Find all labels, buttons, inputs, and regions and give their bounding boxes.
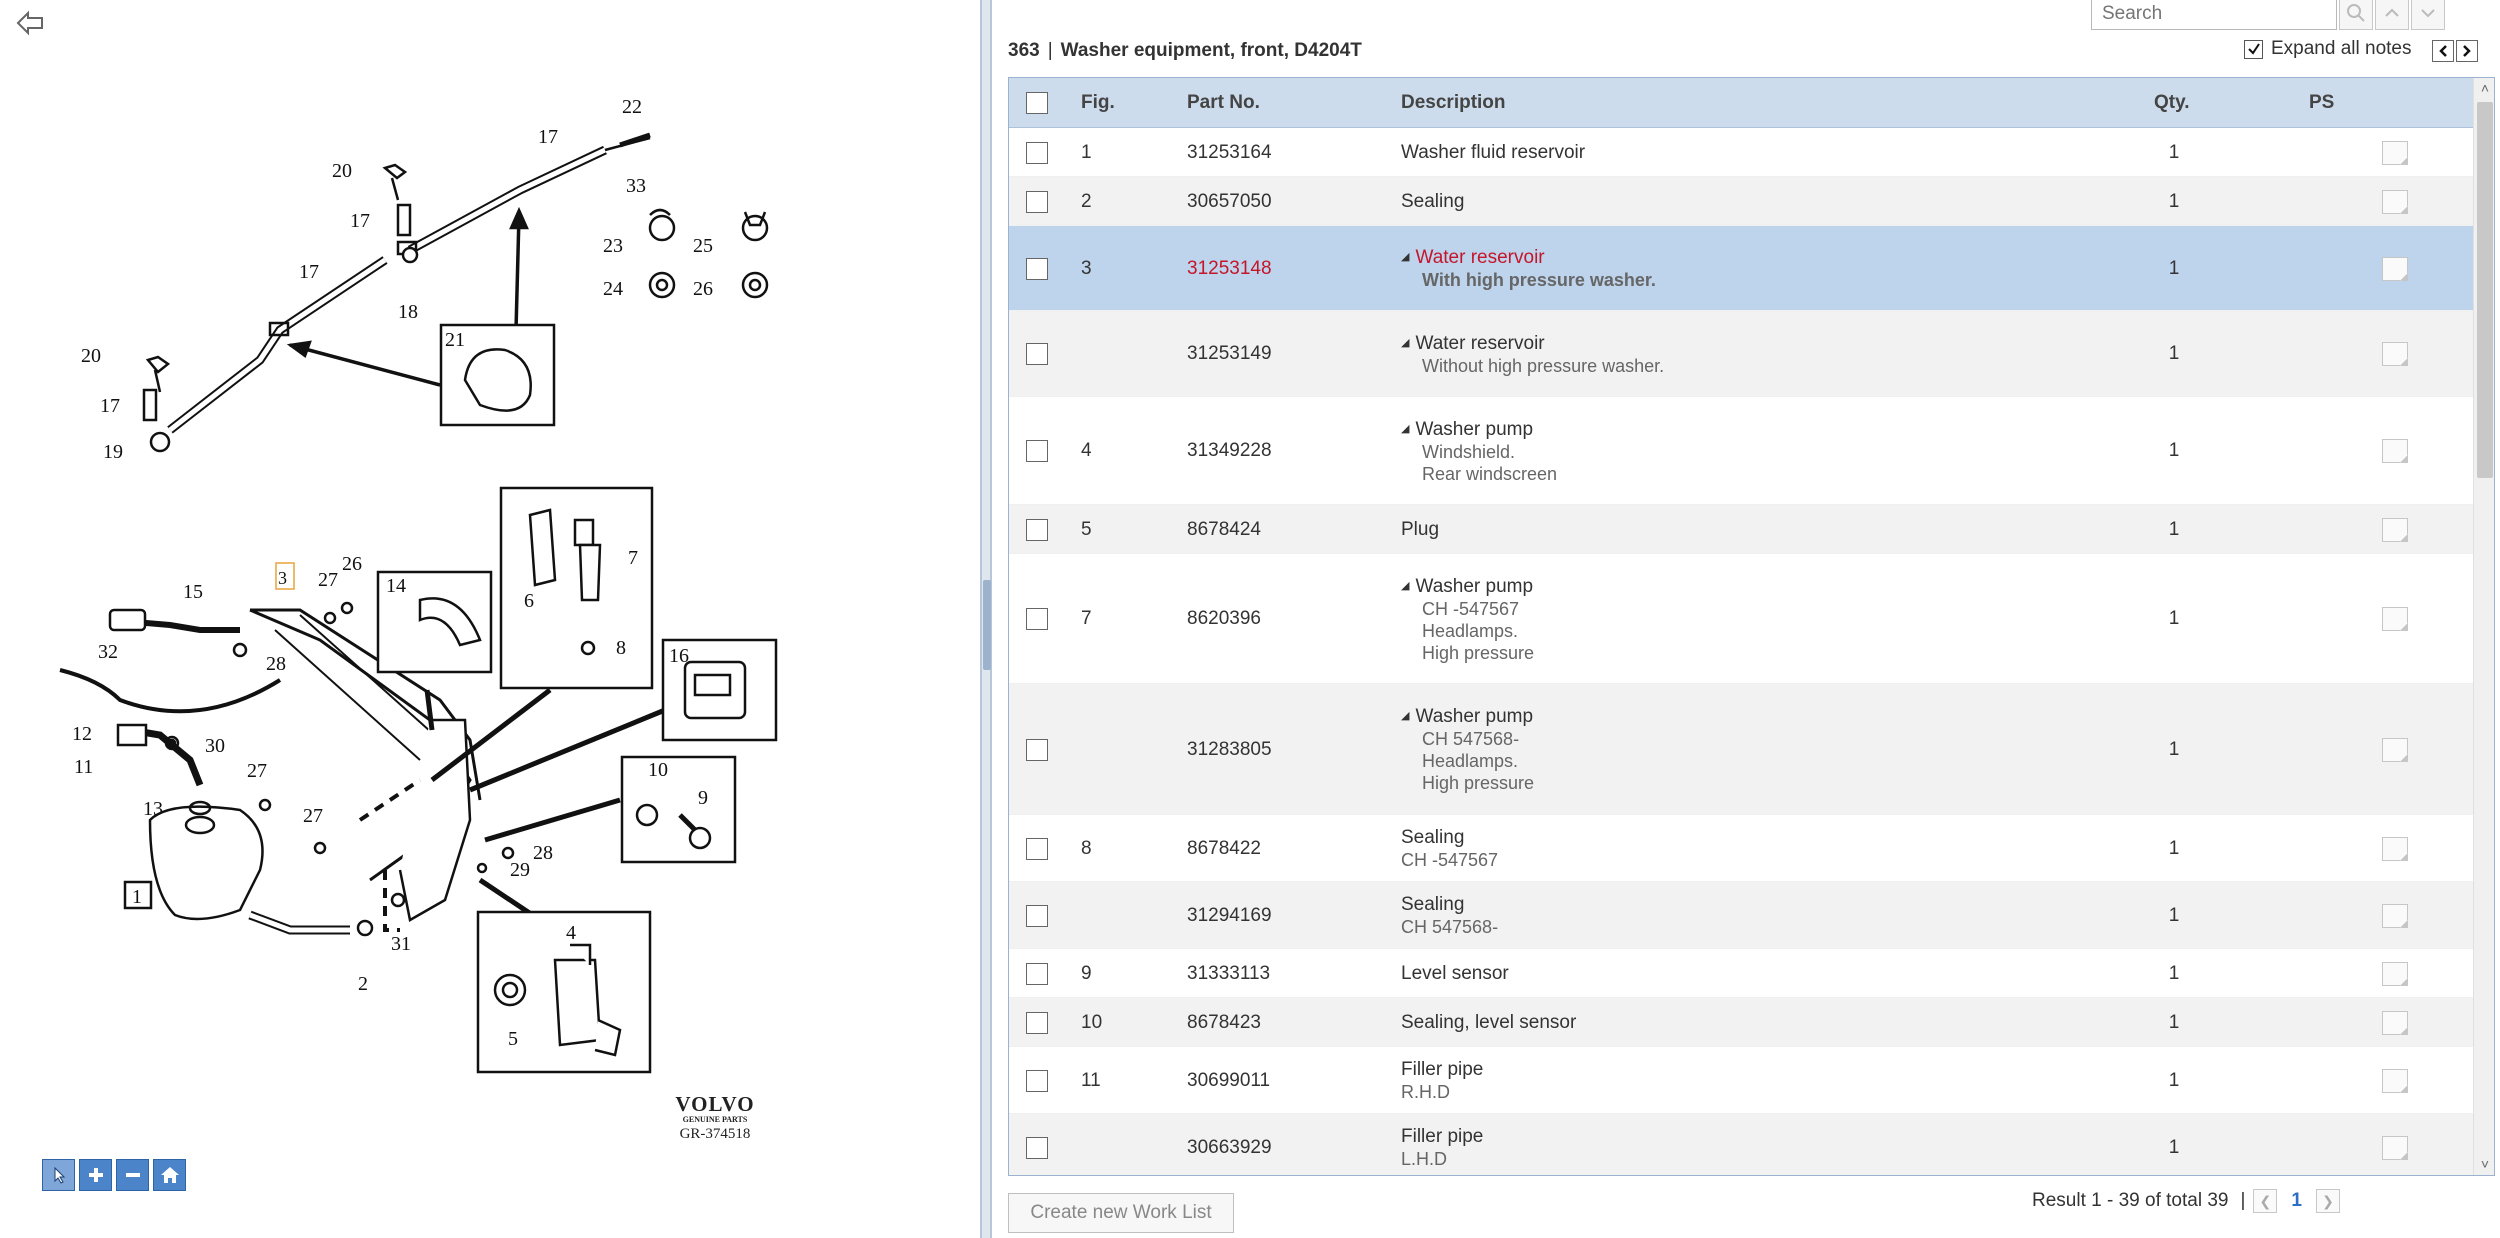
description-cell (1401, 332, 1664, 377)
callout-27[interactable]: 27 (303, 805, 323, 827)
quantity-cell: 1 (2168, 608, 2180, 629)
fig-cell: 9 (1081, 962, 1092, 984)
diagram-pane (0, 0, 980, 1238)
callout-17[interactable]: 17 (100, 395, 120, 417)
row-checkbox[interactable] (1026, 905, 1048, 927)
parts-exploded-diagram[interactable] (0, 0, 980, 1150)
search-input[interactable] (2102, 3, 2326, 25)
callout-27[interactable]: 27 (247, 760, 267, 782)
callout-7[interactable]: 7 (628, 547, 638, 569)
table-row[interactable] (1009, 311, 2473, 397)
column-header-description[interactable]: Description (1401, 92, 1506, 113)
callout-16[interactable]: 16 (669, 645, 689, 667)
quantity-cell: 1 (2168, 837, 2180, 859)
part-number-cell[interactable]: 8678424 (1187, 518, 1261, 540)
note-icon[interactable] (2382, 342, 2408, 366)
note-icon[interactable] (2382, 904, 2408, 928)
description-cell (1401, 962, 1509, 985)
splitter-handle[interactable] (983, 580, 991, 670)
description-text: Sealing (1401, 894, 1465, 915)
description-text: Sealing (1401, 827, 1465, 848)
fig-cell: 5 (1081, 518, 1092, 540)
quantity-cell: 1 (2168, 518, 2180, 540)
row-checkbox[interactable] (1026, 1012, 1048, 1034)
column-header-fig[interactable]: Fig. (1081, 92, 1115, 113)
description-cell (1401, 575, 1534, 664)
reset-view-button[interactable] (153, 1159, 186, 1191)
volvo-genuine-parts: GENUINE PARTS (682, 1115, 748, 1124)
description-note: High pressure (1422, 643, 1535, 663)
select-all-checkbox[interactable] (1026, 92, 1048, 114)
chevron-down-icon (2420, 7, 2436, 19)
quantity-cell: 1 (2168, 738, 2180, 760)
callout-1[interactable]: 1 (132, 886, 142, 908)
callout-23[interactable]: 23 (603, 235, 623, 257)
zoom-in-button[interactable] (79, 1159, 112, 1191)
quantity-cell: 1 (2168, 904, 2180, 926)
fig-cell: 4 (1081, 440, 1092, 461)
fig-cell: 11 (1081, 1069, 1101, 1091)
table-row[interactable] (1009, 128, 2473, 177)
parts-list-pane (992, 0, 2500, 1238)
fig-cell: 10 (1081, 1011, 1103, 1033)
row-checkbox[interactable] (1026, 343, 1048, 365)
pagination (2032, 1189, 2340, 1213)
column-header-part-no[interactable]: Part No. (1187, 92, 1260, 113)
scrollbar-thumb[interactable] (2477, 102, 2493, 478)
description-text: Filler pipe (1401, 1059, 1484, 1080)
callout-5[interactable]: 5 (508, 1028, 518, 1050)
callout-33[interactable]: 33 (626, 175, 646, 197)
next-match-button[interactable] (2411, 0, 2445, 30)
table-row[interactable] (1009, 177, 2473, 226)
callout-22[interactable]: 22 (622, 96, 642, 118)
description-text: Filler pipe (1401, 1126, 1484, 1147)
description-text[interactable]: ◢ Water reservoir (1401, 332, 1664, 355)
callout-28[interactable]: 28 (266, 653, 286, 675)
table-row[interactable] (1009, 226, 2473, 311)
section-title: Washer equipment, front, D4204T (1060, 40, 1362, 61)
callout-4[interactable]: 4 (566, 922, 576, 944)
description-text[interactable]: ◢ Washer pump (1401, 418, 1557, 441)
note-icon[interactable] (2382, 257, 2408, 281)
description-cell (1401, 141, 1585, 164)
table-row[interactable] (1009, 998, 2473, 1047)
callout-17[interactable]: 17 (350, 210, 370, 232)
note-icon[interactable] (2382, 1136, 2408, 1160)
callout-28[interactable]: 28 (533, 842, 553, 864)
callout-14[interactable]: 14 (386, 575, 406, 597)
part-number-cell[interactable]: 30657050 (1187, 190, 1272, 212)
quantity-cell: 1 (2168, 1011, 2180, 1033)
search-field[interactable] (2091, 0, 2337, 30)
quantity-cell: 1 (2168, 1069, 2180, 1091)
next-page-button[interactable] (2316, 1189, 2340, 1213)
volvo-logo (660, 1092, 770, 1143)
description-text: Plug (1401, 519, 1440, 540)
part-number-cell[interactable]: 8678422 (1187, 837, 1261, 859)
description-cell (1401, 705, 1534, 794)
description-cell (1401, 1058, 1483, 1103)
part-number-cell[interactable]: 31283805 (1187, 738, 1272, 760)
description-text: Washer fluid reservoir (1401, 142, 1586, 163)
create-work-list-button[interactable]: Create new Work List (1008, 1193, 1234, 1233)
part-number-cell[interactable]: 30699011 (1187, 1069, 1271, 1091)
description-note: CH -547567 (1401, 850, 1499, 870)
scroll-down-icon[interactable]: ˅ (2480, 1156, 2490, 1172)
description-cell (1401, 190, 1464, 213)
chevron-right-icon (2462, 44, 2472, 58)
callout-10[interactable]: 10 (648, 759, 668, 781)
note-icon[interactable] (2382, 439, 2408, 463)
callout-13[interactable]: 13 (143, 798, 163, 820)
callout-18[interactable]: 18 (398, 301, 418, 323)
description-note: Headlamps. (1422, 751, 1519, 771)
section-nav (2432, 40, 2478, 62)
quantity-cell: 1 (2168, 190, 2180, 212)
callout-19[interactable]: 19 (103, 441, 123, 463)
expand-notes-label: Expand all notes (2271, 38, 2412, 59)
quantity-cell: 1 (2168, 257, 2180, 279)
previous-page-button[interactable] (2253, 1189, 2277, 1213)
callout-27[interactable]: 27 (318, 569, 338, 591)
table-row[interactable] (1009, 1114, 2473, 1176)
table-header (1009, 78, 2473, 128)
home-icon (159, 1165, 181, 1185)
part-number-cell[interactable]: 31253148 (1187, 257, 1272, 279)
pager-separator: | (2240, 1190, 2246, 1211)
quantity-cell: 1 (2168, 440, 2180, 461)
callout-3[interactable]: 3 (278, 568, 287, 588)
table-row[interactable] (1009, 684, 2473, 815)
search-icon (2346, 3, 2366, 23)
callout-25[interactable]: 25 (693, 235, 713, 257)
note-icon[interactable] (2382, 1011, 2408, 1035)
row-checkbox[interactable] (1026, 838, 1048, 860)
table-scrollbar[interactable] (2473, 78, 2495, 1176)
description-note: Rear windscreen (1422, 464, 1558, 484)
pointer-icon (50, 1165, 68, 1185)
callout-26[interactable]: 26 (342, 553, 362, 575)
description-cell (1401, 246, 1656, 291)
description-cell (1401, 518, 1439, 541)
fig-cell: 2 (1081, 190, 1092, 212)
fig-cell: 8 (1081, 837, 1092, 859)
note-icon[interactable] (2382, 607, 2408, 631)
callout-11[interactable]: 11 (74, 756, 94, 778)
expand-all-notes-toggle[interactable] (2244, 38, 2412, 60)
description-text: Sealing, level sensor (1401, 1012, 1577, 1033)
table-row[interactable] (1009, 554, 2473, 684)
callout-9[interactable]: 9 (698, 787, 708, 809)
column-header-qty[interactable]: Qty. (2154, 92, 2190, 113)
quantity-cell: 1 (2168, 141, 2180, 163)
callout-30[interactable]: 30 (205, 735, 225, 757)
description-note: With high pressure washer. (1422, 270, 1656, 290)
chevron-up-icon (2384, 7, 2400, 19)
search-button[interactable] (2339, 0, 2373, 30)
result-count: Result 1 - 39 of total 39 (2032, 1190, 2229, 1211)
page-title: 363 | Washer equipment, front, D4204T (1008, 40, 1362, 61)
description-note: CH 547568- (1422, 729, 1520, 749)
description-text[interactable]: ◢ Washer pump (1401, 575, 1534, 598)
row-checkbox[interactable] (1026, 258, 1048, 280)
minus-icon (123, 1165, 143, 1185)
description-cell (1401, 826, 1498, 871)
note-icon[interactable] (2382, 141, 2408, 165)
callout-6[interactable]: 6 (524, 590, 534, 612)
description-note: High pressure (1422, 773, 1535, 793)
note-icon[interactable] (2382, 190, 2408, 214)
part-number-cell[interactable]: 8678423 (1187, 1011, 1261, 1033)
callout-24[interactable]: 24 (603, 278, 623, 300)
chevron-left-icon (2438, 44, 2448, 58)
note-icon[interactable] (2382, 518, 2408, 542)
callout-21[interactable]: 21 (445, 329, 465, 351)
row-checkbox[interactable] (1026, 191, 1048, 213)
table-row[interactable] (1009, 815, 2473, 882)
callout-32[interactable]: 32 (98, 641, 118, 663)
chevron-right-icon: ❯ (2322, 1192, 2334, 1209)
description-text: Sealing (1401, 191, 1465, 212)
description-note: Windshield. (1422, 442, 1516, 462)
callout-26[interactable]: 26 (693, 278, 713, 300)
description-note: R.H.D (1401, 1082, 1450, 1102)
fig-cell: 3 (1081, 257, 1092, 279)
group-number: 363 (1008, 40, 1040, 61)
note-icon[interactable] (2382, 837, 2408, 861)
callout-17[interactable]: 17 (538, 126, 558, 148)
page-number[interactable]: 1 (2291, 1190, 2302, 1211)
part-number-cell[interactable]: 31333113 (1187, 962, 1271, 984)
plus-icon (86, 1165, 106, 1185)
note-icon[interactable] (2382, 962, 2408, 986)
fig-cell: 1 (1081, 141, 1092, 163)
zoom-out-button[interactable] (116, 1159, 149, 1191)
row-checkbox[interactable] (1026, 440, 1048, 462)
part-number-cell[interactable]: 31294169 (1187, 904, 1272, 926)
note-icon[interactable] (2382, 1069, 2408, 1093)
callout-20[interactable]: 20 (332, 160, 352, 182)
row-checkbox[interactable] (1026, 608, 1048, 630)
part-number-cell[interactable]: 31253149 (1187, 343, 1272, 364)
table-row[interactable] (1009, 1047, 2473, 1114)
table-row[interactable] (1009, 949, 2473, 998)
callout-20[interactable]: 20 (81, 345, 101, 367)
callout-17[interactable]: 17 (299, 261, 319, 283)
volvo-brand: VOLVO (675, 1092, 755, 1116)
row-checkbox[interactable] (1026, 1070, 1048, 1092)
description-cell (1401, 1125, 1483, 1170)
row-checkbox[interactable] (1026, 519, 1048, 541)
description-note: Headlamps. (1422, 621, 1519, 641)
callout-2[interactable]: 2 (358, 973, 368, 995)
description-text: Level sensor (1401, 963, 1509, 984)
column-header-ps[interactable]: PS (2309, 92, 2335, 113)
description-text[interactable]: ◢ Water reservoir (1401, 246, 1656, 269)
table-row[interactable] (1009, 397, 2473, 505)
scroll-up-icon[interactable]: ˄ (2480, 80, 2490, 96)
description-cell (1401, 418, 1557, 485)
part-number-cell[interactable]: 30663929 (1187, 1136, 1272, 1158)
previous-section-button[interactable] (2432, 40, 2454, 62)
callout-29[interactable]: 29 (510, 859, 530, 881)
fig-cell: 7 (1081, 608, 1092, 629)
row-checkbox[interactable] (1026, 142, 1048, 164)
row-checkbox[interactable] (1026, 739, 1048, 761)
next-section-button[interactable] (2456, 40, 2478, 62)
callout-8[interactable]: 8 (616, 637, 626, 659)
pointer-tool-button[interactable] (42, 1159, 75, 1191)
part-number-cell[interactable]: 31253164 (1187, 141, 1272, 163)
table-row[interactable] (1009, 882, 2473, 949)
callout-31[interactable]: 31 (391, 933, 411, 955)
part-number-cell[interactable]: 8620396 (1187, 608, 1261, 629)
part-number-cell[interactable]: 31349228 (1187, 440, 1272, 461)
description-note: CH 547568- (1401, 917, 1499, 937)
description-cell (1401, 1011, 1576, 1034)
description-note: Without high pressure washer. (1422, 356, 1665, 376)
description-note: CH -547567 (1422, 599, 1520, 619)
quantity-cell: 1 (2168, 962, 2180, 984)
row-checkbox[interactable] (1026, 963, 1048, 985)
quantity-cell: 1 (2168, 343, 2180, 364)
callout-15[interactable]: 15 (183, 581, 203, 603)
row-checkbox[interactable] (1026, 1137, 1048, 1159)
callout-12[interactable]: 12 (72, 723, 92, 745)
description-note: L.H.D (1401, 1149, 1448, 1169)
chevron-left-icon: ❮ (2259, 1192, 2272, 1209)
parts-table (1008, 77, 2495, 1176)
illustration-ref: GR-374518 (679, 1126, 751, 1142)
quantity-cell: 1 (2168, 1136, 2180, 1158)
previous-match-button[interactable] (2375, 0, 2409, 30)
table-row[interactable] (1009, 505, 2473, 554)
description-cell (1401, 893, 1498, 938)
checkmark-icon (2247, 42, 2261, 56)
expand-notes-checkbox[interactable] (2244, 40, 2263, 59)
note-icon[interactable] (2382, 738, 2408, 762)
description-text[interactable]: ◢ Washer pump (1401, 705, 1534, 728)
zoom-toolbar (42, 1159, 186, 1191)
